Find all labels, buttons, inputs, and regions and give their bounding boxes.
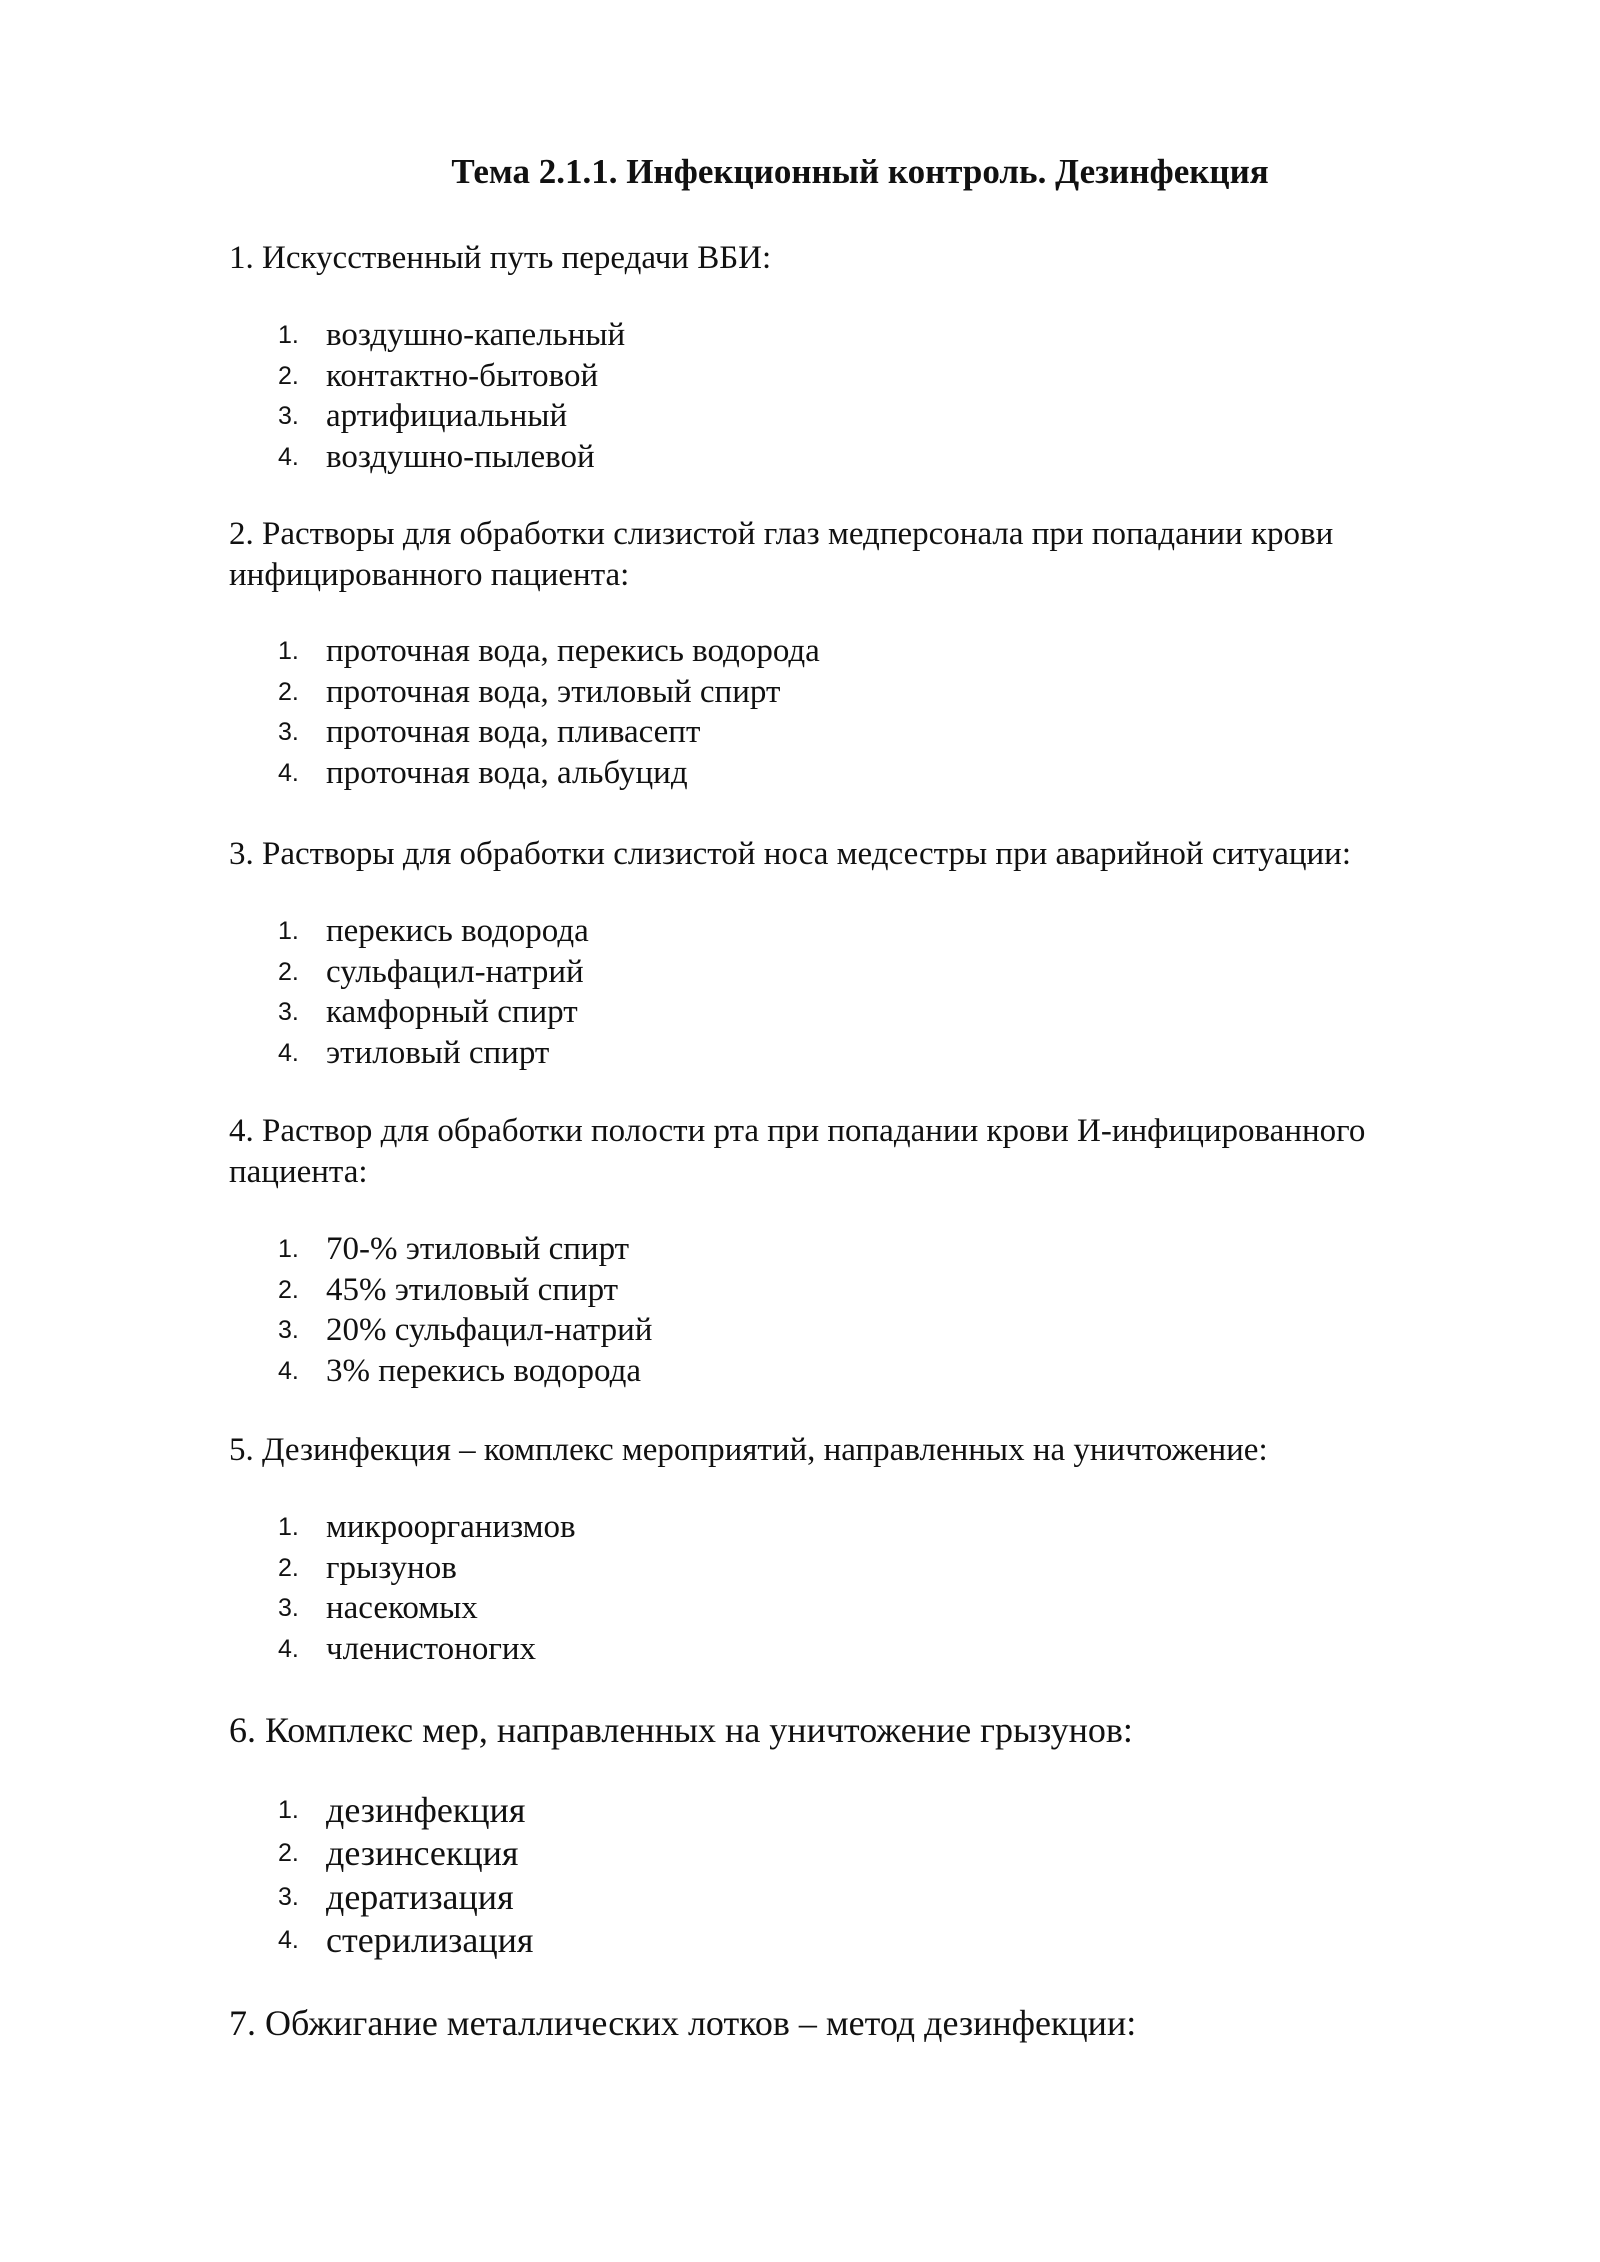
answer-options	[229, 911, 1459, 1074]
question-6	[229, 1708, 1459, 1962]
option-number: 3.	[278, 998, 299, 1027]
option-text: проточная вода, альбуцид	[326, 755, 688, 792]
question-text-line: инфицированного пациента:	[229, 557, 630, 593]
answer-option	[229, 712, 1459, 753]
option-text: контактно-бытовой	[326, 357, 599, 394]
answer-option	[229, 1310, 1459, 1351]
option-text: воздушно-пылевой	[326, 439, 595, 476]
question-5	[229, 1430, 1459, 1670]
option-text: проточная вода, пливасепт	[326, 714, 701, 751]
answer-option	[229, 1033, 1459, 1074]
option-number: 2.	[278, 957, 299, 986]
option-text: дератизация	[326, 1876, 514, 1917]
option-text: этиловый спирт	[326, 1035, 550, 1072]
question-text-line: пациента:	[229, 1154, 368, 1190]
answer-option	[229, 631, 1459, 672]
answer-option	[229, 1507, 1459, 1548]
option-number: 3.	[278, 1882, 299, 1911]
option-text: 20% сульфацил-натрий	[326, 1312, 653, 1349]
option-text: воздушно-капельный	[326, 317, 626, 353]
option-number: 2.	[278, 1275, 299, 1304]
answer-option	[229, 437, 1459, 478]
option-text: 70-% этиловый спирт	[326, 1231, 630, 1267]
option-text: дезинфекция	[326, 1790, 526, 1830]
answer-option	[229, 1629, 1459, 1670]
option-number: 2.	[278, 677, 299, 706]
option-number: 3.	[278, 1594, 299, 1623]
answer-option	[229, 911, 1459, 952]
option-number: 2.	[278, 1553, 299, 1582]
option-number: 1.	[278, 321, 299, 349]
option-number: 1.	[278, 1235, 299, 1263]
answer-option	[229, 356, 1459, 397]
option-number: 3.	[278, 1316, 299, 1345]
answer-option	[229, 1229, 1459, 1270]
question-text	[229, 514, 1459, 596]
answer-options	[229, 1229, 1459, 1392]
option-text: 45% этиловый спирт	[326, 1271, 619, 1308]
answer-option	[229, 1876, 1459, 1919]
option-text: перекись водорода	[326, 913, 589, 949]
question-7	[229, 2001, 1459, 2045]
question-text-line: 4. Раствор для обработки полости рта при попадании крови И-инфицированного	[229, 1113, 1366, 1149]
question-2	[229, 514, 1459, 794]
answer-option	[229, 1351, 1459, 1392]
question-text: 3. Растворы для обработки слизистой носа медсестры при аварийной ситуации:	[229, 836, 1351, 872]
answer-option	[229, 1270, 1459, 1311]
answer-option	[229, 992, 1459, 1033]
option-number: 4.	[278, 1357, 299, 1386]
question-text-line: 2. Растворы для обработки слизистой глаз медперсонала при попадании крови	[229, 516, 1334, 552]
question-text: 1. Искусственный путь передачи ВБИ:	[229, 240, 772, 276]
option-text: членистоногих	[326, 1631, 537, 1668]
document-title: Тема 2.1.1. Инфекционный контроль. Дезинфекция	[451, 152, 1269, 191]
answer-options	[229, 1507, 1459, 1670]
option-number: 4.	[278, 1925, 299, 1954]
answer-options	[229, 631, 1459, 794]
option-text: проточная вода, этиловый спирт	[326, 673, 781, 710]
answer-option	[229, 1548, 1459, 1589]
option-number: 1.	[278, 637, 299, 665]
option-text: 3% перекись водорода	[326, 1353, 642, 1390]
option-number: 4.	[278, 443, 299, 472]
option-text: грызунов	[326, 1549, 457, 1586]
answer-option	[229, 1789, 1459, 1832]
option-text: дезинсекция	[326, 1833, 519, 1874]
answer-option	[229, 1832, 1459, 1875]
question-text: 6. Комплекс мер, направленных на уничтожение грызунов:	[229, 1710, 1133, 1750]
answer-option	[229, 315, 1459, 356]
option-number: 4.	[278, 1635, 299, 1664]
option-number: 4.	[278, 1039, 299, 1068]
answer-option	[229, 672, 1459, 713]
option-text: артифициальный	[326, 398, 568, 435]
question-text: 5. Дезинфекция – комплекс мероприятий, направленных на уничтожение:	[229, 1432, 1268, 1468]
option-number: 1.	[278, 1513, 299, 1541]
option-number: 1.	[278, 917, 299, 945]
answer-options	[229, 315, 1459, 478]
answer-option	[229, 1919, 1459, 1962]
option-text: сульфацил-натрий	[326, 953, 584, 990]
option-number: 4.	[278, 759, 299, 788]
question-3	[229, 834, 1459, 1074]
option-number: 2.	[278, 361, 299, 390]
option-text: проточная вода, перекись водорода	[326, 633, 820, 669]
option-text: насекомых	[326, 1590, 478, 1627]
option-number: 3.	[278, 718, 299, 747]
option-number: 3.	[278, 402, 299, 431]
option-number: 2.	[278, 1839, 299, 1868]
question-text: 7. Обжигание металлических лотков – метод дезинфекции:	[229, 2003, 1137, 2043]
option-text: микроорганизмов	[326, 1509, 576, 1545]
answer-option	[229, 396, 1459, 437]
question-1	[229, 238, 1459, 478]
option-text: стерилизация	[326, 1919, 534, 1960]
option-text: камфорный спирт	[326, 994, 578, 1031]
option-number: 1.	[278, 1796, 299, 1824]
question-text	[229, 1111, 1459, 1193]
answer-option	[229, 753, 1459, 794]
answer-option	[229, 952, 1459, 993]
answer-options	[229, 1789, 1459, 1962]
answer-option	[229, 1588, 1459, 1629]
question-4	[229, 1111, 1459, 1392]
